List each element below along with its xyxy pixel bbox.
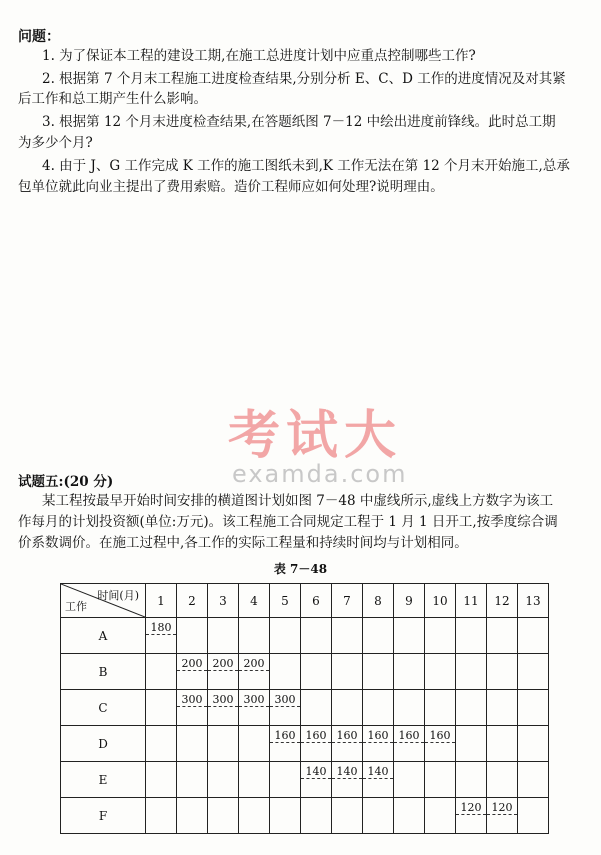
planned-amount: 160: [367, 729, 389, 742]
schedule-cell: [487, 726, 518, 762]
schedule-cell: [363, 762, 394, 798]
month-header: 4: [239, 584, 270, 618]
schedule-cell: [177, 798, 208, 834]
corner-time-label: 时间(月): [97, 589, 139, 602]
planned-amount: 180: [150, 621, 172, 634]
schedule-cell: [208, 654, 239, 690]
schedule-cell: [456, 654, 487, 690]
work-label: B: [61, 654, 146, 690]
corner-work-label: 工作: [65, 600, 87, 613]
table-corner: [61, 584, 146, 618]
schedule-cell: [487, 618, 518, 654]
planned-amount: 120: [491, 801, 513, 814]
question-line-2: 2. 根据第 7 个月末工程施工进度检查结果,分别分析 E、C、D 工作的进度情况及对其紧: [42, 71, 566, 87]
question-line-6: 4. 由于 J、G 工作完成 K 工作的施工图纸未到,K 工作无法在第 12 个月末开始施工,总承: [42, 158, 570, 174]
schedule-cell: [487, 798, 518, 834]
month-header: 7: [332, 584, 363, 618]
table-header-row: [61, 584, 549, 618]
month-header: 6: [301, 584, 332, 618]
schedule-cell: [425, 798, 456, 834]
question-line-4: 3. 根据第 12 个月末进度检查结果,在答题纸图 7－12 中绘出进度前锋线。此时总工期: [42, 114, 556, 130]
planned-amount: 160: [398, 729, 420, 742]
schedule-cell: [487, 654, 518, 690]
plan-dashed-bar: [332, 778, 362, 779]
schedule-cell: [177, 726, 208, 762]
plan-dashed-bar: [239, 670, 269, 671]
schedule-cell: [208, 690, 239, 726]
schedule-cell: [301, 618, 332, 654]
schedule-cell: [301, 762, 332, 798]
schedule-cell: [332, 654, 363, 690]
schedule-cell: [177, 690, 208, 726]
schedule-table: [60, 583, 549, 834]
table-row: [61, 762, 549, 798]
schedule-cell: [301, 690, 332, 726]
table-row: [61, 726, 549, 762]
watermark-en: examda.com: [232, 460, 408, 488]
month-header: 2: [177, 584, 208, 618]
schedule-cell: [363, 798, 394, 834]
month-header: 8: [363, 584, 394, 618]
schedule-cell: [456, 762, 487, 798]
plan-dashed-bar: [208, 670, 238, 671]
plan-dashed-bar: [301, 742, 331, 743]
planned-amount: 160: [274, 729, 296, 742]
planned-amount: 300: [212, 693, 234, 706]
plan-dashed-bar: [208, 706, 238, 707]
question-line-1: 1. 为了保证本工程的建设工期,在施工总进度计划中应重点控制哪些工作?: [42, 48, 476, 64]
schedule-cell: [270, 654, 301, 690]
schedule-cell: [177, 654, 208, 690]
schedule-cell: [425, 654, 456, 690]
month-header: 10: [425, 584, 456, 618]
schedule-cell: [146, 618, 177, 654]
schedule-cell: [177, 618, 208, 654]
schedule-cell: [270, 798, 301, 834]
month-header: 1: [146, 584, 177, 618]
plan-dashed-bar: [425, 742, 455, 743]
table-row: [61, 690, 549, 726]
schedule-cell: [301, 654, 332, 690]
schedule-cell: [239, 654, 270, 690]
planned-amount: 300: [181, 693, 203, 706]
planned-amount: 160: [429, 729, 451, 742]
plan-dashed-bar: [301, 778, 331, 779]
schedule-cell: [146, 654, 177, 690]
schedule-cell: [425, 762, 456, 798]
planned-amount: 300: [274, 693, 296, 706]
question-line-7: 包单位就此向业主提出了费用索赔。造价工程师应如何处理?说明理由。: [18, 179, 444, 195]
schedule-cell: [456, 798, 487, 834]
schedule-cell: [425, 726, 456, 762]
planned-amount: 140: [336, 765, 358, 778]
work-label: A: [61, 618, 146, 654]
planned-amount: 200: [181, 657, 203, 670]
schedule-cell: [518, 618, 549, 654]
plan-dashed-bar: [332, 742, 362, 743]
schedule-cell: [394, 798, 425, 834]
month-header: 5: [270, 584, 301, 618]
schedule-cell: [208, 798, 239, 834]
schedule-cell: [363, 726, 394, 762]
schedule-cell: [239, 690, 270, 726]
work-label: F: [61, 798, 146, 834]
schedule-cell: [363, 690, 394, 726]
problem5-heading: 试题五:(20 分): [18, 474, 114, 490]
work-label: E: [61, 762, 146, 798]
month-header: 13: [518, 584, 549, 618]
schedule-cell: [332, 690, 363, 726]
question-line-5: 为多少个月?: [18, 135, 93, 151]
schedule-cell: [301, 798, 332, 834]
schedule-cell: [394, 762, 425, 798]
plan-dashed-bar: [363, 778, 393, 779]
work-label: C: [61, 690, 146, 726]
planned-amount: 140: [367, 765, 389, 778]
schedule-cell: [146, 762, 177, 798]
plan-dashed-bar: [394, 742, 424, 743]
table-row: [61, 798, 549, 834]
work-label: D: [61, 726, 146, 762]
planned-amount: 200: [243, 657, 265, 670]
plan-dashed-bar: [177, 670, 207, 671]
problem5-para-1: 某工程按最早开始时间安排的横道图计划如图 7－48 中虚线所示,虚线上方数字为该工: [42, 493, 554, 509]
problem5-para-2: 作每月的计划投资额(单位:万元)。该工程施工合同规定工程于 1 月 1 日开工,按季度综合调: [18, 514, 558, 530]
schedule-cell: [487, 690, 518, 726]
schedule-cell: [363, 654, 394, 690]
schedule-cell: [146, 690, 177, 726]
schedule-cell: [239, 726, 270, 762]
schedule-cell: [270, 726, 301, 762]
schedule-cell: [270, 762, 301, 798]
schedule-cell: [363, 618, 394, 654]
schedule-cell: [518, 726, 549, 762]
questions-title: 问题：: [18, 29, 60, 45]
schedule-cell: [518, 690, 549, 726]
schedule-cell: [239, 762, 270, 798]
schedule-cell: [394, 726, 425, 762]
planned-amount: 200: [212, 657, 234, 670]
plan-dashed-bar: [177, 706, 207, 707]
schedule-cell: [518, 654, 549, 690]
schedule-cell: [301, 726, 332, 762]
schedule-cell: [487, 762, 518, 798]
schedule-cell: [146, 798, 177, 834]
schedule-cell: [239, 798, 270, 834]
schedule-cell: [394, 618, 425, 654]
plan-dashed-bar: [270, 742, 300, 743]
schedule-cell: [518, 762, 549, 798]
schedule-cell: [270, 690, 301, 726]
schedule-cell: [177, 762, 208, 798]
schedule-cell: [146, 726, 177, 762]
question-line-3: 后工作和总工期产生什么影响。: [18, 91, 207, 107]
schedule-cell: [239, 618, 270, 654]
schedule-cell: [394, 690, 425, 726]
schedule-cell: [456, 690, 487, 726]
table-row: [61, 618, 549, 654]
planned-amount: 160: [305, 729, 327, 742]
month-header: 3: [208, 584, 239, 618]
schedule-cell: [332, 798, 363, 834]
month-header: 11: [456, 584, 487, 618]
schedule-cell: [425, 690, 456, 726]
schedule-cell: [270, 618, 301, 654]
planned-amount: 140: [305, 765, 327, 778]
schedule-cell: [456, 618, 487, 654]
watermark-cn: 考试大: [228, 406, 403, 466]
plan-dashed-bar: [239, 706, 269, 707]
planned-amount: 120: [460, 801, 482, 814]
planned-amount: 160: [336, 729, 358, 742]
schedule-cell: [332, 618, 363, 654]
plan-dashed-bar: [487, 814, 517, 815]
schedule-cell: [332, 726, 363, 762]
plan-dashed-bar: [270, 706, 300, 707]
table-row: [61, 654, 549, 690]
schedule-cell: [332, 762, 363, 798]
plan-dashed-bar: [146, 634, 176, 635]
schedule-cell: [394, 654, 425, 690]
planned-amount: 300: [243, 693, 265, 706]
schedule-cell: [208, 762, 239, 798]
schedule-cell: [425, 618, 456, 654]
schedule-cell: [208, 618, 239, 654]
schedule-cell: [208, 726, 239, 762]
schedule-cell: [518, 798, 549, 834]
month-header: 12: [487, 584, 518, 618]
month-header: 9: [394, 584, 425, 618]
problem5-para-3: 价系数调价。在施工过程中,各工作的实际工程量和持续时间均与计划相同。: [18, 535, 468, 551]
plan-dashed-bar: [363, 742, 393, 743]
plan-dashed-bar: [456, 814, 486, 815]
schedule-cell: [456, 726, 487, 762]
table-caption: 表 7－48: [273, 562, 328, 576]
